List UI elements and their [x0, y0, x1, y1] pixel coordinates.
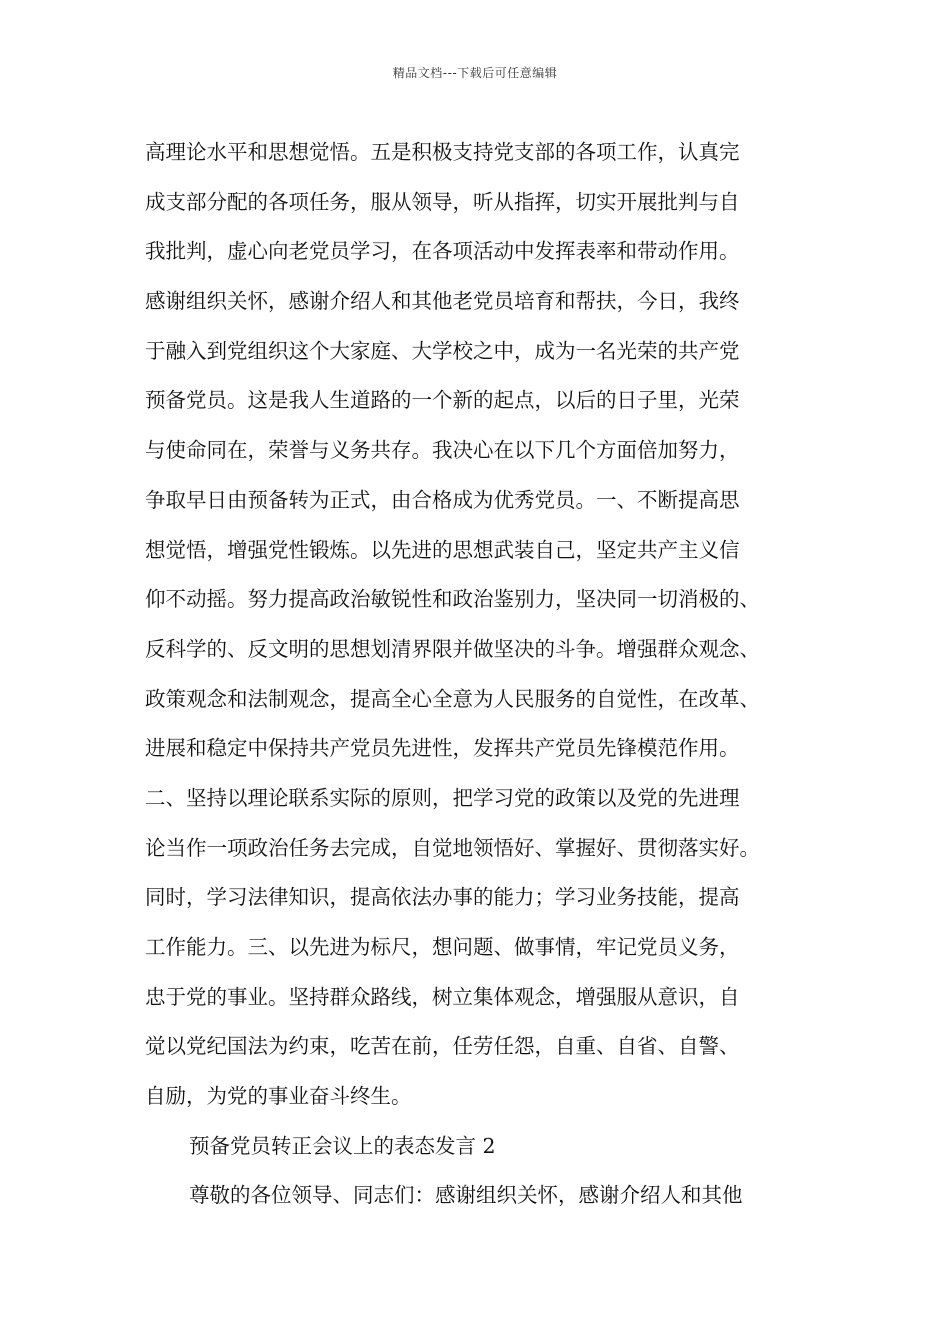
body-line: 高理论水平和思想觉悟。五是积极支持党支部的各项工作，认真完 [145, 140, 740, 164]
document-body [145, 128, 817, 1221]
body-line: 工作能力。三、以先进为标尺，想问题、做事情，牢记党员义务， [145, 935, 740, 959]
body-line: 想觉悟，增强党性锻炼。以先进的思想武装自己，坚定共产主义信 [145, 537, 740, 562]
body-line: 同时，学习法律知识，提高依法办事的能力；学习业务技能，提高 [145, 885, 740, 910]
page-header: 精品文档---下载后可任意编辑 [392, 66, 558, 80]
body-line: 我批判，虚心向老党员学习，在各项活动中发挥表率和带动作用。 [145, 239, 740, 264]
body-line: 进展和稳定中保持共产党员先进性，发挥共产党员先锋模范作用。 [145, 736, 740, 761]
body-line: 政策观念和法制观念，提高全心全意为人民服务的自觉性，在改革、 [145, 686, 760, 711]
body-line: 自励，为党的事业奋斗终生。 [145, 1084, 412, 1109]
body-line: 与使命同在，荣誉与义务共存。我决心在以下几个方面倍加努力， [145, 438, 740, 463]
section-title: 预备党员转正会议上的表态发言 2 [189, 1133, 496, 1158]
body-line: 成支部分配的各项任务，服从领导，听从指挥，切实开展批判与自 [145, 189, 740, 214]
body-line: 反科学的、反文明的思想划清界限并做坚决的斗争。增强群众观念、 [145, 636, 760, 661]
body-line: 论当作一项政治任务去完成，自觉地领悟好、掌握好、贯彻落实好。 [145, 835, 760, 860]
body-line: 于融入到党组织这个大家庭、大学校之中，成为一名光荣的共产党 [145, 338, 740, 363]
body-line: 尊敬的各位领导、同志们：感谢组织关怀，感谢介绍人和其他 [189, 1183, 743, 1208]
body-line: 感谢组织关怀，感谢介绍人和其他老党员培育和帮扶，今日，我终 [145, 289, 740, 314]
body-line: 二、坚持以理论联系实际的原则，把学习党的政策以及党的先进理 [145, 785, 740, 810]
body-line: 觉以党纪国法为约束，吃苦在前，任劳任怨，自重、自省、自警、 [145, 1034, 740, 1059]
body-line: 预备党员。这是我人生道路的一个新的起点，以后的日子里，光荣 [145, 388, 740, 413]
body-line: 争取早日由预备转为正式，由合格成为优秀党员。一、不断提高思 [145, 487, 740, 512]
body-line: 仰不动摇。努力提高政治敏锐性和政治鉴别力，坚决同一切消极的、 [145, 587, 760, 612]
body-line: 忠于党的事业。坚持群众路线，树立集体观念，增强服从意识，自 [145, 984, 740, 1009]
